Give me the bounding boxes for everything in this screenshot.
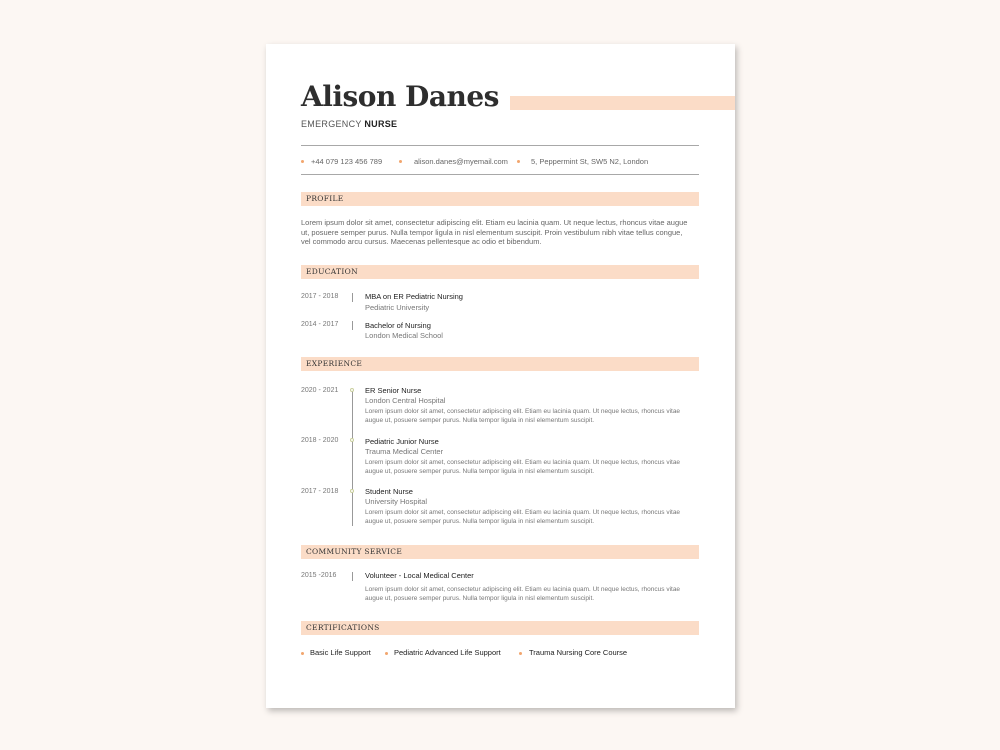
- education-date: 2014 - 2017: [301, 321, 339, 328]
- header-accent-bar: [510, 96, 735, 110]
- job-title: [301, 119, 397, 129]
- experience-description: [365, 408, 701, 425]
- certification-item: Pediatric Advanced Life Support: [394, 648, 501, 657]
- description-line: augue ut, posuere semper purus. Nulla tempor ligula in nisl elementum suscipit.: [365, 416, 595, 424]
- date-separator: [352, 572, 353, 581]
- certification-item: Basic Life Support: [310, 648, 371, 657]
- experience-date: 2017 - 2018: [301, 488, 339, 495]
- description-line: Lorem ipsum dolor sit amet, consectetur adipiscing elit. Etiam eu lacinia quam. Ut neque lectus, rhoncus vitae: [365, 459, 681, 466]
- section-education-heading: [301, 265, 699, 279]
- education-degree: Bachelor of Nursing: [365, 321, 431, 330]
- community-date: 2015 -2016: [301, 572, 337, 579]
- date-separator: [352, 321, 353, 330]
- experience-timeline: [352, 390, 353, 526]
- community-role: Volunteer - Local Medical Center: [365, 571, 474, 580]
- profile-text: [301, 218, 699, 247]
- timeline-dot: [350, 388, 354, 392]
- description-line: Lorem ipsum dolor sit amet, consectetur adipiscing elit. Etiam eu lacinia quam. Ut neque lectus, rhoncus vitae: [365, 586, 681, 593]
- education-school: London Medical School: [365, 331, 443, 340]
- experience-position: ER Senior Nurse: [365, 386, 422, 395]
- job-title-main: NURSE: [364, 119, 398, 129]
- date-separator: [352, 293, 353, 302]
- bullet-icon: [385, 652, 388, 655]
- bullet-icon: [301, 160, 304, 163]
- description-line: augue ut, posuere semper purus. Nulla tempor ligula in nisl elementum suscipit.: [365, 467, 595, 475]
- section-heading-label: CERTIFICATIONS: [306, 623, 380, 632]
- timeline-dot: [350, 489, 354, 493]
- section-community-heading: [301, 545, 699, 559]
- contact-phone: +44 079 123 456 789: [311, 157, 383, 166]
- profile-line: Lorem ipsum dolor sit amet, consectetur adipiscing elit. Etiam eu lacinia quam. Ut neque lectus, rhoncus vitae augue: [301, 218, 688, 227]
- candidate-name: Alison Danes: [301, 80, 499, 113]
- description-line: augue ut, posuere semper purus. Nulla tempor ligula in nisl elementum suscipit.: [365, 517, 595, 525]
- experience-position: Student Nurse: [365, 487, 413, 496]
- education-date: 2017 - 2018: [301, 293, 339, 300]
- header-divider-top: [301, 145, 699, 146]
- bullet-icon: [301, 652, 304, 655]
- experience-employer: London Central Hospital: [365, 396, 446, 405]
- section-experience-heading: [301, 357, 699, 371]
- section-heading-label: EXPERIENCE: [306, 359, 363, 368]
- description-line: Lorem ipsum dolor sit amet, consectetur adipiscing elit. Etiam eu lacinia quam. Ut neque lectus, rhoncus vitae: [365, 509, 681, 516]
- experience-employer: University Hospital: [365, 497, 428, 506]
- education-degree: MBA on ER Pediatric Nursing: [365, 292, 463, 301]
- contact-address: 5, Peppermint St, SW5 N2, London: [531, 157, 649, 166]
- experience-date: 2018 - 2020: [301, 437, 339, 444]
- certification-item: Trauma Nursing Core Course: [529, 648, 628, 657]
- description-line: augue ut, posuere semper purus. Nulla tempor ligula in nisl elementum suscipit.: [365, 594, 595, 602]
- experience-date: 2020 - 2021: [301, 387, 339, 394]
- section-profile-heading: [301, 192, 699, 206]
- section-heading-label: COMMUNITY SERVICE: [306, 547, 403, 556]
- bullet-icon: [519, 652, 522, 655]
- section-heading-label: EDUCATION: [306, 267, 358, 276]
- profile-line: vel commodo arcu cursus. Maecenas pellentesque ac odio et bibendum.: [301, 237, 542, 246]
- section-heading-label: PROFILE: [306, 194, 344, 203]
- community-description: [365, 586, 701, 603]
- education-school: Pediatric University: [365, 303, 430, 312]
- bullet-icon: [399, 160, 402, 163]
- experience-position: Pediatric Junior Nurse: [365, 437, 439, 446]
- resume-page: [266, 44, 735, 708]
- experience-employer: Trauma Medical Center: [365, 447, 444, 456]
- experience-description: [365, 509, 701, 526]
- contact-email[interactable]: alison.danes@myemail.com: [414, 157, 508, 166]
- job-title-prefix: EMERGENCY: [301, 119, 362, 129]
- section-certifications-heading: [301, 621, 699, 635]
- profile-line: ut, posuere semper purus. Nulla tempor ligula in nisl elementum suscipit. Proin vestibulum nibh vitae tellus congue,: [301, 227, 683, 237]
- header-divider-bottom: [301, 174, 699, 175]
- description-line: Lorem ipsum dolor sit amet, consectetur adipiscing elit. Etiam eu lacinia quam. Ut neque lectus, rhoncus vitae: [365, 408, 681, 415]
- experience-description: [365, 459, 701, 476]
- bullet-icon: [517, 160, 520, 163]
- timeline-dot: [350, 438, 354, 442]
